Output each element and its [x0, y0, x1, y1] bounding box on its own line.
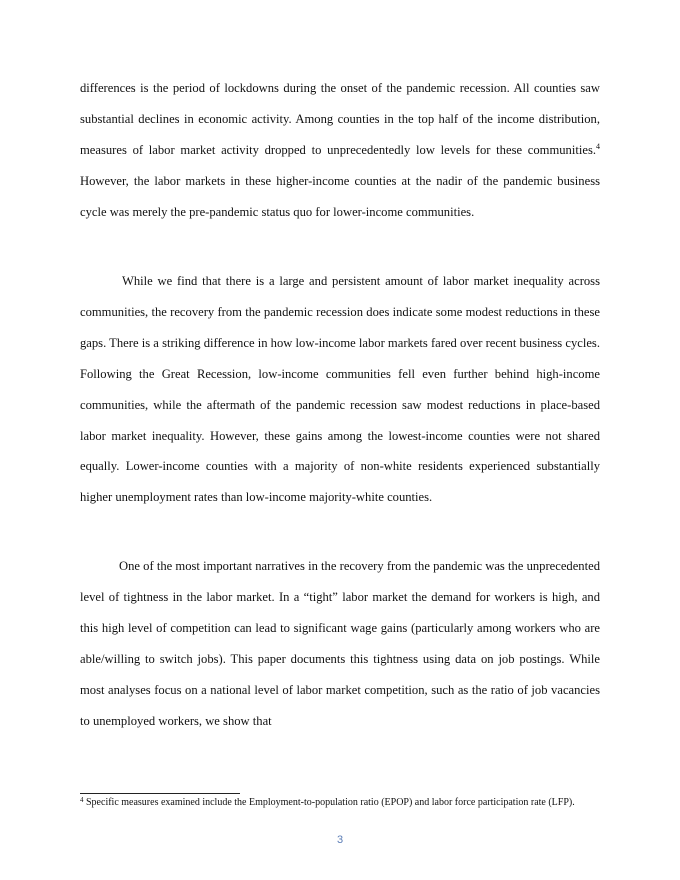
paragraph-2-text: While we find that there is a large and persistent amount of labor market inequality across communities, the recovery from the pandemic recession does indicate some modest reductions in these gaps. There is a striking difference in how low-income labor markets fared over recent business cycles. Following the Great Recession, low-income communities fell even further behind high-income communities, while the aftermath of the pandemic recession saw modest reductions in place-based labor market inequality. However, these gains among the lowest-income counties were not shared equally. Lower-income counties with a majority of non-white residents experienced substantially higher unemployment rates than low-income majority-white counties. [80, 274, 600, 505]
paragraph-1 [80, 73, 600, 228]
page-number: 3 [336, 834, 344, 846]
footnote-text: Specific measures examined include the Employment-to-population ratio (EPOP) and labor force participation rate (LFP). [83, 797, 575, 808]
paragraph-3 [80, 551, 600, 736]
paragraph-1-text: differences is the period of lockdowns during the onset of the pandemic recession. All counties saw substantial declines in economic activity. Among counties in the top half of the income distribution, measures of labor market activity dropped to unprecedentedly low levels for these communities. [80, 81, 600, 157]
footnote [80, 796, 600, 810]
footnote-reference[interactable]: 4 [596, 141, 600, 151]
footnote-separator [80, 793, 240, 794]
footnote-marker: 4 [80, 796, 84, 804]
paragraph-1-text-continued: However, the labor markets in these higher-income counties at the nadir of the pandemic business cycle was merely the pre-pandemic status quo for lower-income communities. [80, 173, 600, 219]
paragraph-2 [80, 266, 600, 513]
paragraph-3-text: One of the most important narratives in the recovery from the pandemic was the unprecedented level of tightness in the labor market. In a “tight” labor market the demand for workers is high, and this high level of competition can lead to significant wage gains (particularly among workers who are able/willing to switch jobs). This paper documents this tightness using data on job postings. While most analyses focus on a national level of labor market competition, such as the ratio of job vacancies to unemployed workers, we show that [80, 559, 600, 728]
